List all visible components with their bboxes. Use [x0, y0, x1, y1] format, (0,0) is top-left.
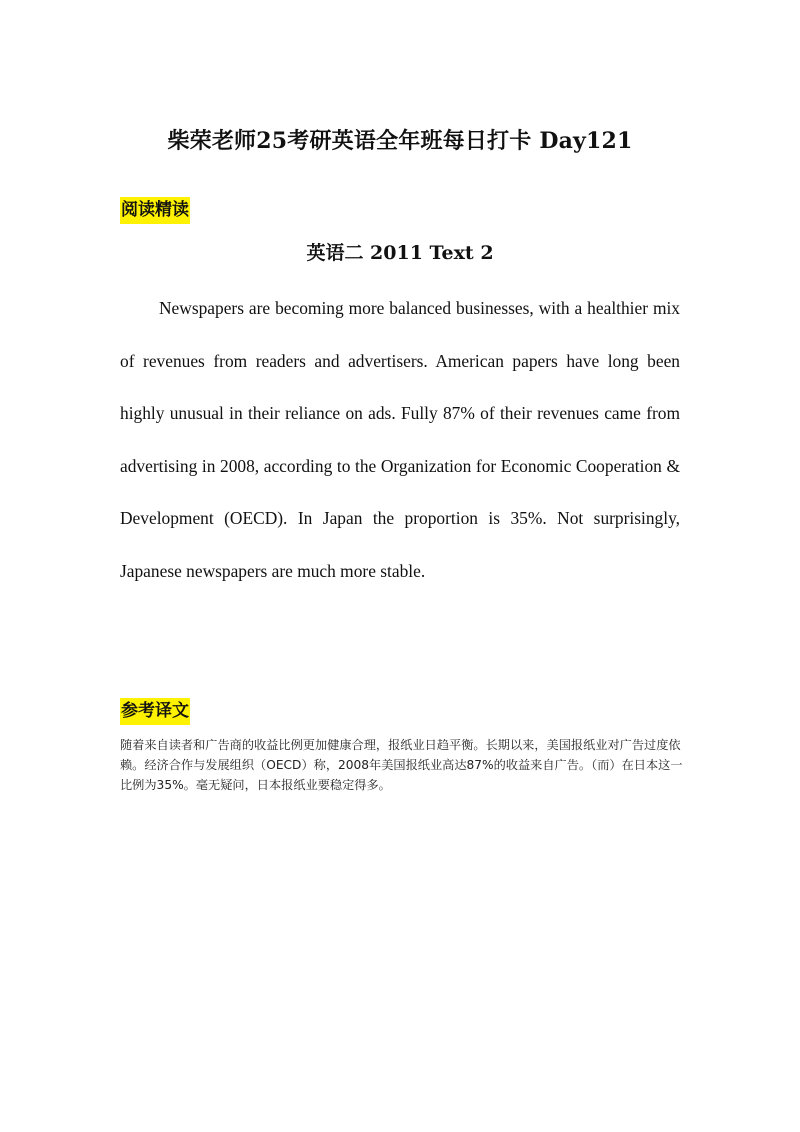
reading-section-label: 阅读精读: [120, 197, 190, 224]
page-title: 柴荣老师25考研英语全年班每日打卡 Day121: [167, 128, 633, 154]
text-title: 英语二 2011 Text 2: [306, 242, 494, 264]
reading-passage: Newspapers are becoming more balanced businesses, with a healthier mix of revenues from readers and advertisers. American papers have long been highly unusual in their reliance on ads. Fully 87% of their revenues came from advertising in 2008, according to the Organization for Economic Cooperation & Development (OECD). In Japan the proportion is 35%. Not surprisingly, Japanese newspapers are much more stable.: [120, 298, 680, 581]
translation-section-label: 参考译文: [120, 698, 190, 725]
translation-text: 随着来自读者和广告商的收益比例更加健康合理，报纸业日趋平衡。长期以来，美国报纸业对广告过度依赖。经济合作与发展组织（OECD）称，2008年美国报纸业高达87%的收益来自广告。（而）在日本这一比例为35%。毫无疑问，日本报纸业要稳定得多。: [120, 738, 683, 792]
